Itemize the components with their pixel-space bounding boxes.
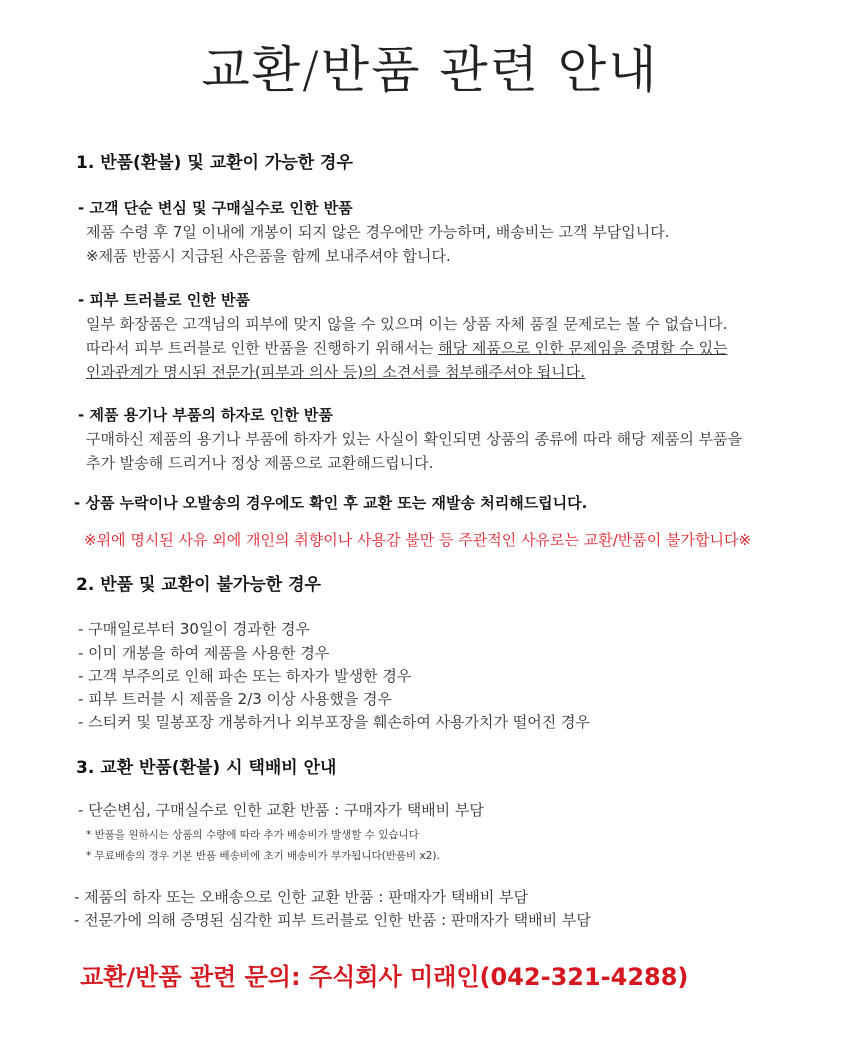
section3-item-1: - 단순변심, 구매실수로 인한 교환 반품 : 구매자가 택배비 부담 bbox=[78, 801, 484, 819]
section1-sub3-line1: 구매하신 제품의 용기나 부품에 하자가 있는 사실이 확인되면 상품의 종류에 따라 해당 제품의 부품을 bbox=[86, 430, 743, 448]
contact-info: 교환/반품 관련 문의: 주식회사 미래인(042-321-4288) bbox=[80, 963, 689, 991]
section1-heading: 1. 반품(환불) 및 교환이 가능한 경우 bbox=[76, 153, 353, 173]
section1-sub2-heading: - 피부 트러블로 인한 반품 bbox=[78, 291, 251, 309]
section1-sub2-line2-plain: 따라서 피부 트러블로 인한 반품을 진행하기 위해서는 bbox=[86, 339, 439, 357]
section1-sub1-heading: - 고객 단순 변심 및 구매실수로 인한 반품 bbox=[78, 199, 353, 217]
section1-sub3-heading: - 제품 용기나 부품의 하자로 인한 반품 bbox=[78, 406, 333, 424]
section2-item-5: - 스티커 및 밀봉포장 개봉하거나 외부포장을 훼손하여 사용가치가 떨어진 경우 bbox=[78, 713, 591, 731]
section3-note-1: * 반품을 원하시는 상품의 수량에 따라 추가 배송비가 발생할 수 있습니다 bbox=[86, 829, 419, 841]
section2-heading: 2. 반품 및 교환이 불가능한 경우 bbox=[76, 575, 321, 595]
section3-item-3: - 전문가에 의해 증명된 심각한 피부 트러블로 인한 반품 : 판매자가 택배비 부담 bbox=[74, 911, 591, 929]
section2-item-4: - 피부 트러블 시 제품을 2/3 이상 사용했을 경우 bbox=[78, 690, 393, 708]
section3-note-2: * 무료배송의 경우 기본 반품 배송비에 초기 배송비가 부가됩니다(반품비 x2). bbox=[86, 850, 440, 862]
section1-sub2-line2-underlined: 해당 제품으로 인한 문제임을 증명할 수 있는 bbox=[438, 339, 728, 357]
section1-sub2-line3: 인과관계가 명시된 전문가(피부과 의사 등)의 소견서를 첨부해주셔야 됩니다. bbox=[86, 363, 586, 381]
section1-sub1-line1: 제품 수령 후 7일 이내에 개봉이 되지 않은 경우에만 가능하며, 배송비는 고객 부담입니다. bbox=[86, 223, 670, 241]
section1-sub2-line1: 일부 화장품은 고객님의 피부에 맞지 않을 수 있으며 이는 상품 자체 품질 문제로는 볼 수 없습니다. bbox=[86, 315, 728, 333]
section2-item-3: - 고객 부주의로 인해 파손 또는 하자가 발생한 경우 bbox=[78, 667, 412, 685]
section1-warning: ※위에 명시된 사유 외에 개인의 취향이나 사용감 불만 등 주관적인 사유로는 교환/반품이 불가합니다※ bbox=[84, 531, 752, 549]
section2-item-1: - 구매일로부터 30일이 경과한 경우 bbox=[78, 620, 310, 638]
section1-sub3-line2: 추가 발송해 드리거나 정상 제품으로 교환해드립니다. bbox=[86, 454, 434, 472]
section1-sub2-line2 bbox=[86, 338, 728, 358]
section3-item-2: - 제품의 하자 또는 오배송으로 인한 교환 반품 : 판매자가 택배비 부담 bbox=[74, 888, 529, 906]
section1-sub1-line2: ※제품 반품시 지급된 사은품을 함께 보내주셔야 합니다. bbox=[86, 247, 451, 265]
section1-sub4-heading: - 상품 누락이나 오발송의 경우에도 확인 후 교환 또는 재발송 처리해드립니다. bbox=[74, 494, 588, 512]
section3-heading: 3. 교환 반품(환불) 시 택배비 안내 bbox=[76, 758, 337, 778]
page-title: 교환/반품 관련 안내 bbox=[201, 41, 659, 99]
section2-item-2: - 이미 개봉을 하여 제품을 사용한 경우 bbox=[78, 644, 330, 662]
